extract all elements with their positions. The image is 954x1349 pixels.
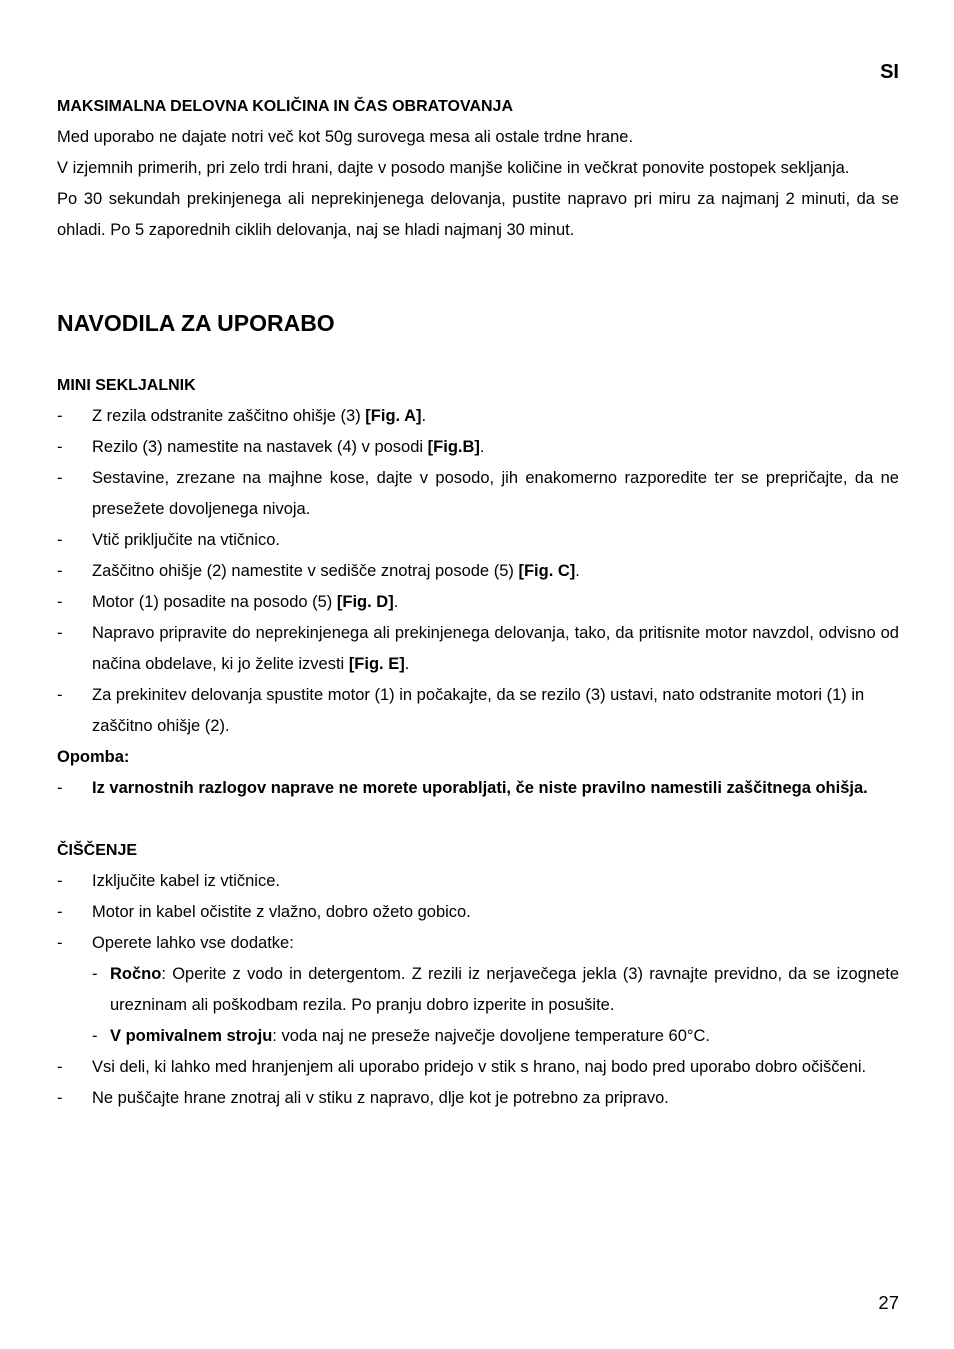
bullet-dash: - (57, 438, 63, 456)
note-title: Opomba: (57, 748, 130, 766)
list-item: - Z rezila odstranite zaščitno ohišje (3) [Fig. A]. (57, 401, 899, 432)
bullet-dash: - (57, 779, 63, 797)
section-heading-capacity: MAKSIMALNA DELOVNA KOLIČINA IN ČAS OBRATOVANJA (57, 98, 513, 115)
section-heading-cleaning: ČIŠČENJE (57, 842, 138, 859)
figure-ref: [Fig. D] (336, 593, 394, 611)
bullet-dash: - (57, 1089, 63, 1107)
figure-ref: [Fig. E] (348, 655, 405, 673)
bullet-dash: - (92, 1027, 98, 1045)
page-content (57, 91, 899, 1114)
list-item: - Motor in kabel očistite z vlažno, dobro ožeto gobico. (57, 897, 899, 928)
bullet-dash: - (57, 686, 63, 704)
list-item: - Sestavine, zrezane na majhne kose, dajte v posodo, jih enakomerno razporedite ter se prepričajte, da ne presežete dovoljenega nivoja. (57, 463, 899, 525)
figure-ref: [Fig. C] (518, 562, 576, 580)
note-text: Iz varnostnih razlogov naprave ne morete uporabljati, če niste pravilno namestili zaščitnega ohišja. (92, 779, 868, 797)
bullet-dash: - (57, 593, 63, 611)
main-heading: NAVODILA ZA UPORABO (57, 310, 335, 336)
list-item: - Izključite kabel iz vtičnice. (57, 866, 899, 897)
list-item: - Operete lahko vse dodatke: (57, 928, 899, 959)
section-heading-chopper: MINI SEKLJALNIK (57, 377, 196, 394)
bullet-dash: - (57, 934, 63, 952)
sub-list-item: - Ročno: Operite z vodo in detergentom. Z rezili iz nerjavečega jekla (3) ravnajte previdno, da se izognete urezninam ali poškodbam rezila. Po pranju dobro izperite in posušite. (57, 959, 899, 1021)
paragraph: V izjemnih primerih, pri zelo trdi hrani, dajte v posodo manjše količine in večkrat ponovite postopek sekljanja. (57, 159, 850, 177)
figure-ref: [Fig. A] (365, 407, 422, 425)
list-item: - Vtič priključite na vtičnico. (57, 525, 899, 556)
list-item: - Zaščitno ohišje (2) namestite v sedišče znotraj posode (5) [Fig. C]. (57, 556, 899, 587)
list-item: - Motor (1) posadite na posodo (5) [Fig. D]. (57, 587, 899, 618)
bullet-dash: - (57, 562, 63, 580)
bullet-dash: - (92, 965, 98, 983)
bullet-dash: - (57, 407, 63, 425)
list-item: - Napravo pripravite do neprekinjenega ali prekinjenega delovanja, tako, da pritisnite motor navzdol, odvisno od načina obdelave, ki jo želite izvesti [Fig. E]. (57, 618, 899, 680)
bullet-dash: - (57, 872, 63, 890)
list-item: - Vsi deli, ki lahko med hranjenjem ali uporabo pridejo v stik s hrano, naj bodo pred uporabo dobro očiščeni. (57, 1052, 899, 1083)
list-item: - Za prekinitev delovanja spustite motor (1) in počakajte, da se rezilo (3) ustavi, nato odstranite motori (1) in zaščitno ohišje (2). (57, 680, 899, 742)
language-code: SI (880, 61, 899, 83)
list-item: - Rezilo (3) namestite na nastavek (4) v posodi [Fig.B]. (57, 432, 899, 463)
sub-list-item: - V pomivalnem stroju: voda naj ne preseže največje dovoljene temperature 60°C. (57, 1021, 899, 1052)
bullet-dash: - (57, 624, 63, 642)
bullet-dash: - (57, 903, 63, 921)
paragraph: Po 30 sekundah prekinjenega ali neprekinjenega delovanja, pustite napravo pri miru za najmanj 2 minuti, da se ohladi. Po 5 zaporednih ciklih delovanja, naj se hladi najmanj 30 minut. (57, 190, 899, 239)
list-item: - Ne puščajte hrane znotraj ali v stiku z napravo, dlje kot je potrebno za pripravo. (57, 1083, 899, 1114)
page-number: 27 (878, 1292, 899, 1313)
note-item (57, 773, 899, 804)
bullet-dash: - (57, 1058, 63, 1076)
bullet-dash: - (57, 531, 63, 549)
bullet-dash: - (57, 469, 63, 487)
paragraph: Med uporabo ne dajate notri več kot 50g surovega mesa ali ostale trdne hrane. (57, 128, 634, 146)
figure-ref: [Fig.B] (427, 438, 480, 456)
